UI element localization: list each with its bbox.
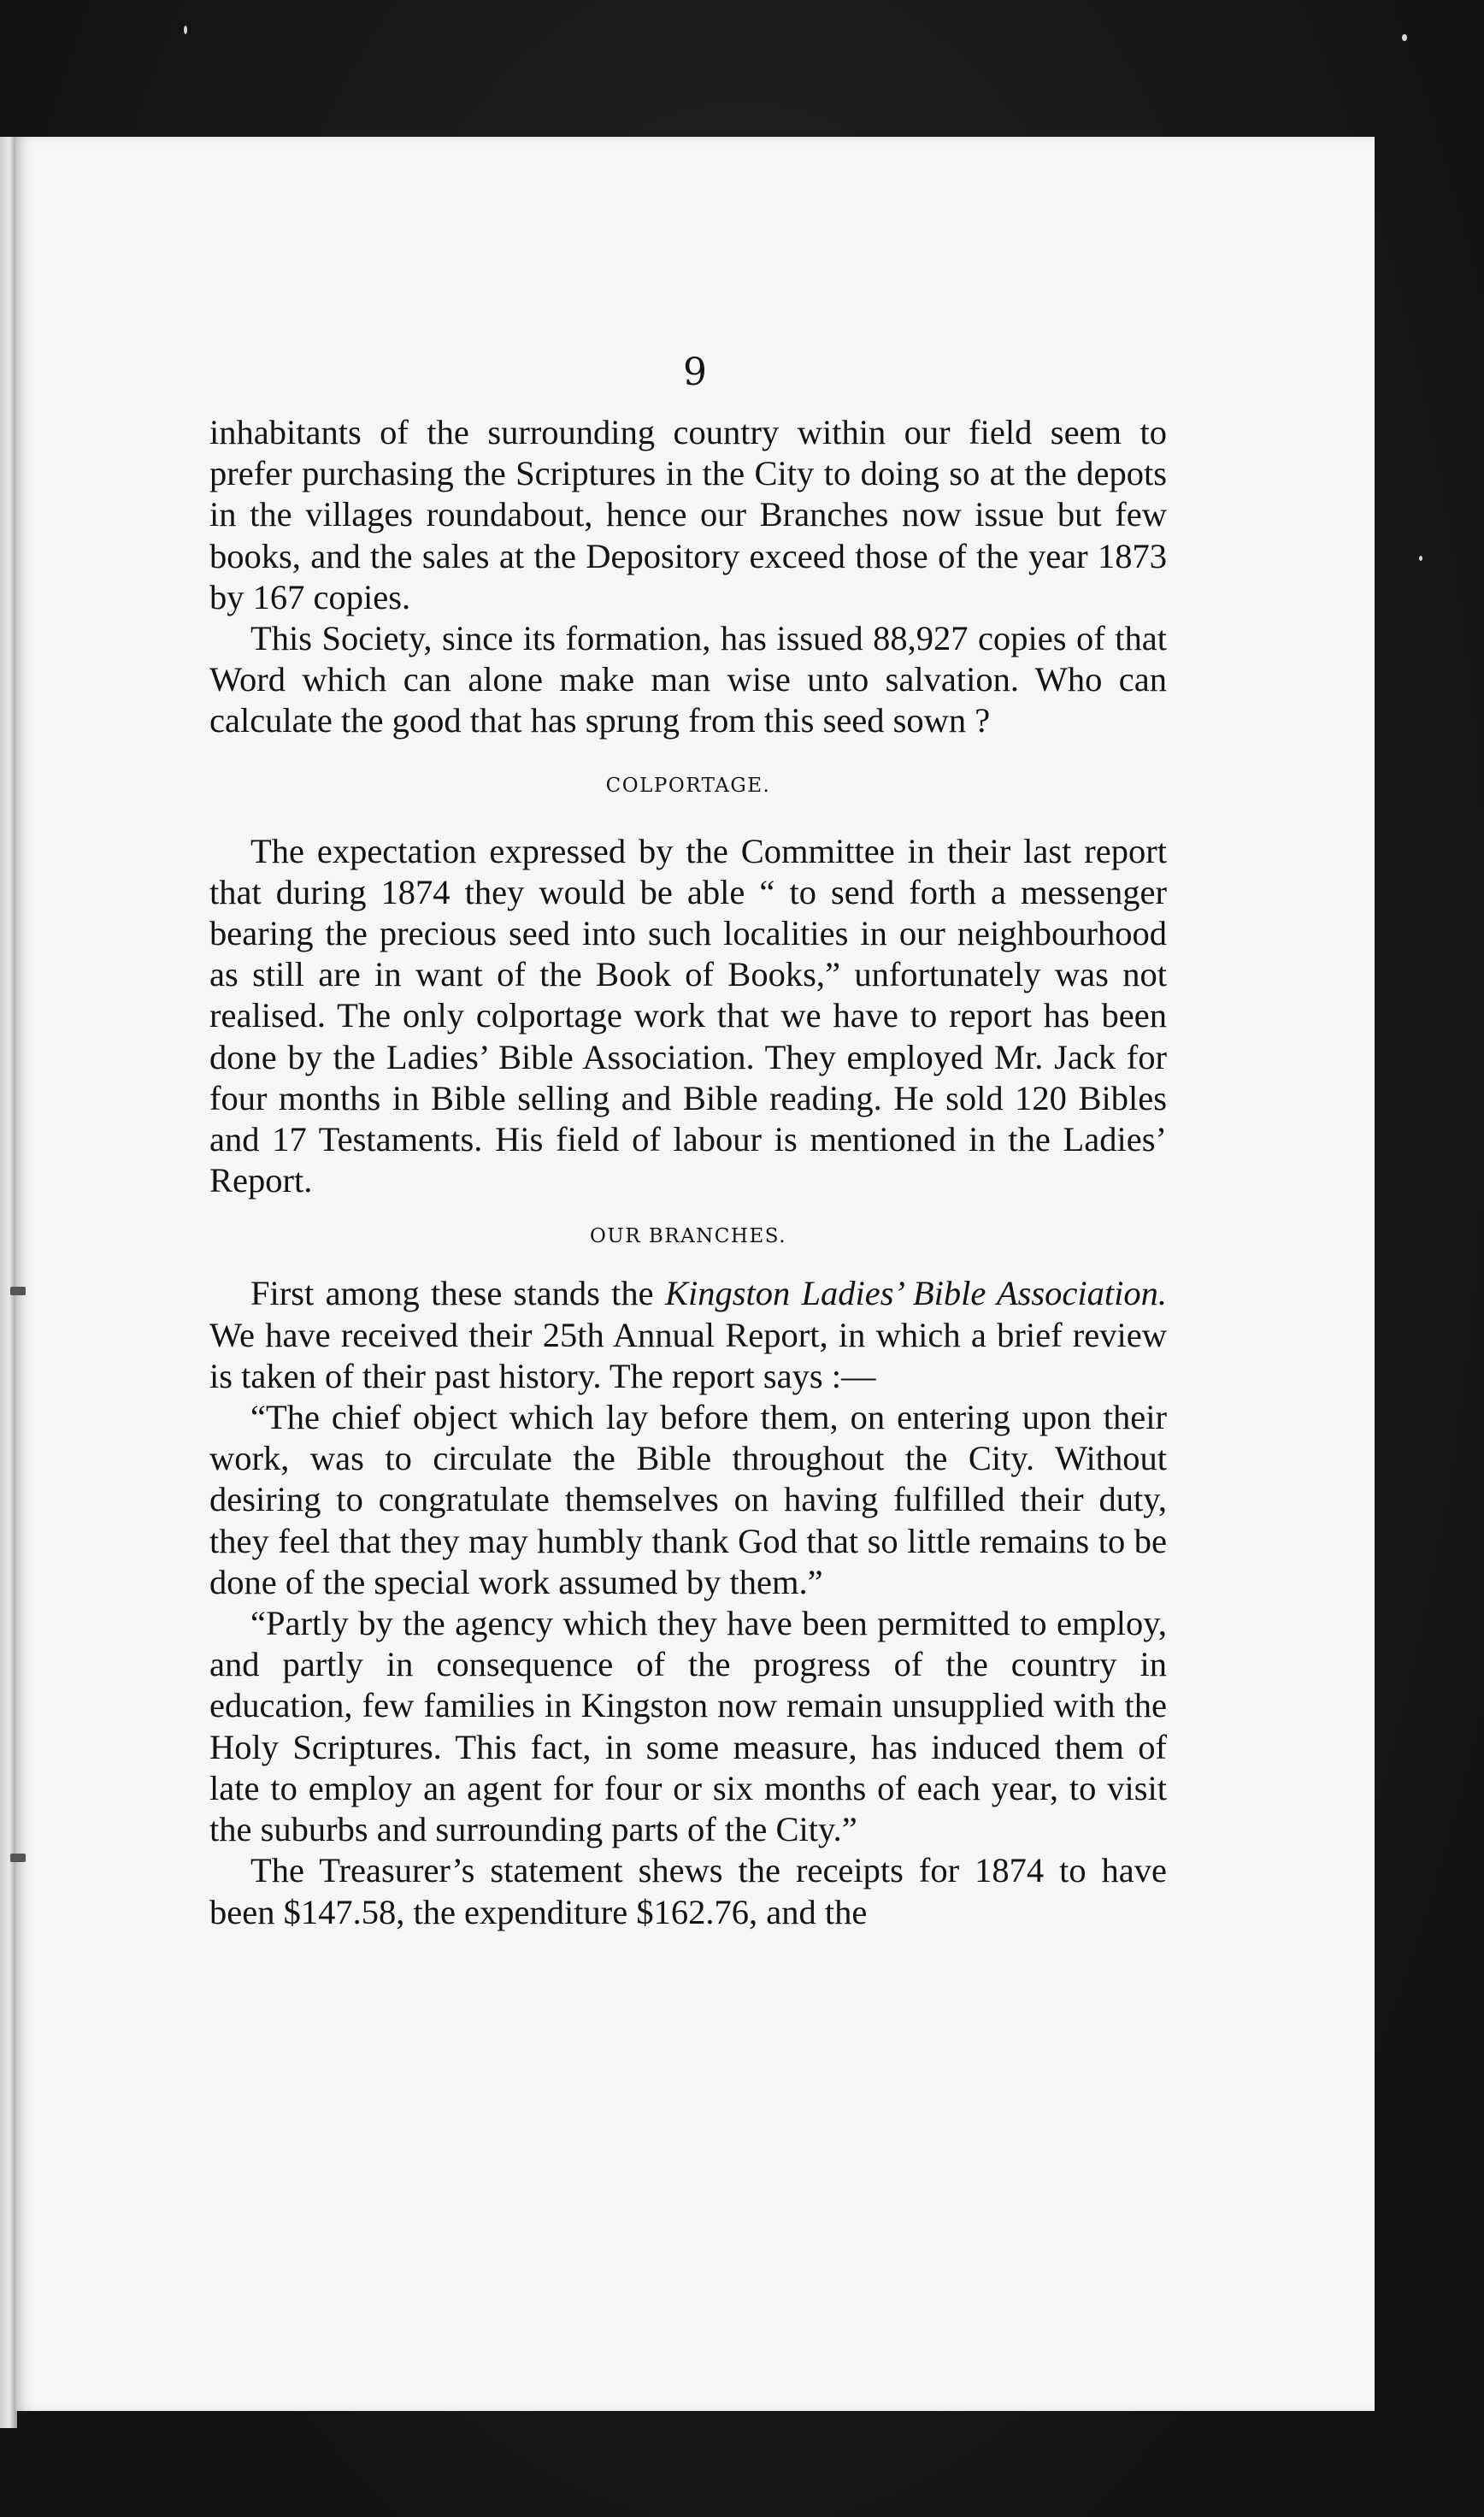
paragraph-text: First among these stands the	[250, 1274, 665, 1313]
page-number: 9	[683, 351, 707, 394]
dust-speck	[1402, 34, 1407, 41]
dust-speck	[184, 26, 187, 34]
section-heading-branches: OUR BRANCHES.	[589, 1225, 786, 1248]
binding-thread-mark	[10, 1287, 26, 1295]
facing-page-edge	[0, 137, 17, 2428]
body-text	[209, 412, 1167, 1933]
quoted-paragraph: “The chief object which lay before them, on entering upon their work, was to circulate the Bible throughout the City. Without desiring to congratulate themselves on having fulfilled their duty, they feel that they may humbly thank God that so little remains to be done of the special work assumed by them.”	[209, 1398, 1167, 1601]
paragraph-text: We have received their 25th Annual Report, in which a brief review is taken of their past history. The report says :—	[209, 1315, 1167, 1395]
paragraph: inhabitants of the surrounding country within our field seem to prefer purchasing the Scriptures in the City to doing so at the depots in the villages roundabout, hence our Branches now issue but few books, and the sales at the Depository exceed those of the year 1873 by 167 copies.	[209, 413, 1167, 616]
dust-speck	[1419, 556, 1422, 561]
document-page	[15, 137, 1375, 2411]
paragraph: The expectation expressed by the Committee in their last report that during 1874 they would be able “ to send forth a messenger bearing the precious seed into such localities in our neighbourhood as still are in want of the Book of Books,” unfortunately was not realised. The only colportage work that we have to report has been done by the Ladies’ Bible Association. They employed Mr. Jack for four months in Bible selling and Bible reading. He sold 120 Bibles and 17 Testaments. His field of labour is mentioned in the Ladies’ Report.	[209, 831, 1167, 1200]
section-heading-colportage: COLPORTAGE.	[605, 774, 771, 797]
italic-association-name: Kingston Ladies’ Bible Association.	[664, 1274, 1167, 1313]
paragraph: This Society, since its formation, has issued 88,927 copies of that Word which can alone make man wise unto salvation. Who can calculate the good that has sprung from this seed sown ?	[209, 619, 1167, 740]
binding-thread-mark	[10, 1854, 26, 1862]
paragraph	[209, 1273, 1167, 1397]
quoted-paragraph: “Partly by the agency which they have been permitted to employ, and partly in consequence of the progress of the country in education, few families in Kingston now remain unsupplied with the Holy Scriptures. This fact, in some measure, has induced them of late to employ an agent for four or six months of each year, to visit the suburbs and surrounding parts of the City.”	[209, 1604, 1167, 1849]
paragraph: The Treasurer’s statement shews the receipts for 1874 to have been $147.58, the expenditure $162.76, and the	[209, 1851, 1167, 1931]
